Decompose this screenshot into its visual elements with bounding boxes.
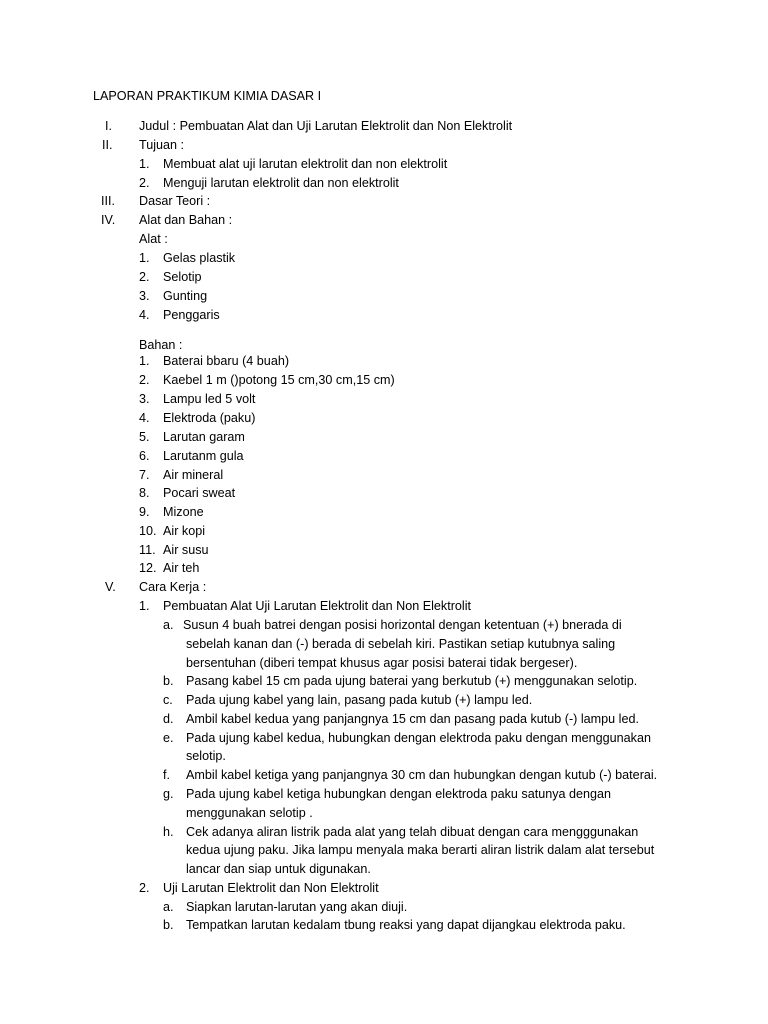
step-text: Tempatkan larutan kedalam tbung reaksi yang dapat dijangkau elektroda paku.	[186, 918, 626, 932]
step-text: Pada ujung kabel yang lain, pasang pada kutub (+) lampu led.	[186, 693, 533, 707]
step-text: lancar dan siap untuk digunakan.	[186, 862, 371, 876]
step-letter: d.	[163, 712, 174, 726]
list-number: 5.	[139, 430, 150, 444]
alat-item: Gunting	[163, 289, 208, 303]
section-heading-judul: Judul : Pembuatan Alat dan Uji Larutan Elektrolit dan Non Elektrolit	[139, 119, 513, 133]
step-text: Ambil kabel ketiga yang panjangnya 30 cm dan hubungkan dengan kutub (-) baterai.	[186, 768, 658, 782]
bahan-item: Larutan garam	[163, 430, 245, 444]
bahan-item: Air mineral	[163, 468, 224, 482]
list-number: 2.	[139, 176, 150, 190]
step-letter: a.	[163, 618, 174, 632]
tujuan-item: Membuat alat uji larutan elektrolit dan non elektrolit	[163, 157, 448, 171]
bahan-item: Larutanm gula	[163, 449, 244, 463]
list-number: 1.	[139, 354, 150, 368]
step-letter: c.	[163, 693, 173, 707]
list-number: 4.	[139, 308, 150, 322]
procedure-heading: Uji Larutan Elektrolit dan Non Elektrolit	[163, 881, 379, 895]
step-letter: h.	[163, 825, 174, 839]
bahan-item: Air kopi	[163, 524, 205, 538]
step-letter: g.	[163, 787, 174, 801]
document-title: LAPORAN PRAKTIKUM KIMIA DASAR I	[93, 89, 322, 103]
list-number: 2.	[139, 270, 150, 284]
section-number: III.	[101, 194, 115, 208]
step-text: sebelah kanan dan (-) berada di sebelah kiri. Pastikan setiap kutubnya saling	[186, 637, 616, 651]
list-number: 9.	[139, 505, 150, 519]
procedure-heading: Pembuatan Alat Uji Larutan Elektrolit dan Non Elektrolit	[163, 599, 472, 613]
step-text: Pada ujung kabel ketiga hubungkan dengan elektroda paku satunya dengan	[186, 787, 612, 801]
step-text: Pasang kabel 15 cm pada ujung baterai yang berkutub (+) menggunakan selotip.	[186, 674, 638, 688]
step-letter: b.	[163, 918, 174, 932]
list-number: 1.	[139, 251, 150, 265]
section-number: II.	[102, 138, 113, 152]
tujuan-item: Menguji larutan elektrolit dan non elektrolit	[163, 176, 399, 190]
section-heading-dasar-teori: Dasar Teori :	[139, 194, 211, 208]
list-number: 1.	[139, 599, 150, 613]
section-heading-cara-kerja: Cara Kerja :	[139, 580, 207, 594]
step-letter: e.	[163, 731, 174, 745]
section-number: V.	[105, 580, 116, 594]
list-number: 2.	[139, 373, 150, 387]
bahan-item: Elektroda (paku)	[163, 411, 256, 425]
list-number: 3.	[139, 392, 150, 406]
step-text: Cek adanya aliran listrik pada alat yang telah dibuat dengan cara mengggunakan	[186, 825, 639, 839]
step-text: Siapkan larutan-larutan yang akan diuji.	[186, 900, 408, 914]
list-number: 7.	[139, 468, 150, 482]
step-text: menggunakan selotip .	[186, 806, 313, 820]
step-text: kedua ujung paku. Jika lampu menyala maka berarti aliran listrik dalam alat tersebut	[186, 843, 655, 857]
bahan-item: Baterai bbaru (4 buah)	[163, 354, 290, 368]
section-heading-alat-bahan: Alat dan Bahan :	[139, 213, 233, 227]
alat-item: Penggaris	[163, 308, 220, 322]
bahan-label: Bahan :	[139, 338, 183, 352]
section-heading-tujuan: Tujuan :	[139, 138, 185, 152]
step-text: Pada ujung kabel kedua, hubungkan dengan elektroda paku dengan menggunakan	[186, 731, 651, 745]
alat-item: Gelas plastik	[163, 251, 236, 265]
bahan-item: Air teh	[163, 561, 200, 575]
list-number: 1.	[139, 157, 150, 171]
bahan-item: Pocari sweat	[163, 486, 236, 500]
list-number: 10.	[139, 524, 157, 538]
list-number: 2.	[139, 881, 150, 895]
bahan-item: Kaebel 1 m ()potong 15 cm,30 cm,15 cm)	[163, 373, 395, 387]
alat-item: Selotip	[163, 270, 202, 284]
step-letter: f.	[163, 768, 170, 782]
list-number: 8.	[139, 486, 150, 500]
alat-label: Alat :	[139, 232, 168, 246]
bahan-item: Lampu led 5 volt	[163, 392, 256, 406]
list-number: 11.	[139, 543, 156, 557]
list-number: 4.	[139, 411, 150, 425]
step-text: Ambil kabel kedua yang panjangnya 15 cm dan pasang pada kutub (-) lampu led.	[186, 712, 639, 726]
list-number: 6.	[139, 449, 150, 463]
step-text: selotip.	[186, 749, 226, 763]
step-text: bersentuhan (diberi tempat khusus agar posisi baterai tidak bergeser).	[186, 656, 578, 670]
section-number: IV.	[101, 213, 116, 227]
section-number: I.	[105, 119, 112, 133]
list-number: 3.	[139, 289, 150, 303]
step-letter: a.	[163, 900, 174, 914]
bahan-item: Mizone	[163, 505, 204, 519]
step-letter: b.	[163, 674, 174, 688]
list-number: 12.	[139, 561, 157, 575]
bahan-item: Air susu	[163, 543, 209, 557]
step-text: Susun 4 buah batrei dengan posisi horizontal dengan ketentuan (+) bnerada di	[183, 618, 622, 632]
